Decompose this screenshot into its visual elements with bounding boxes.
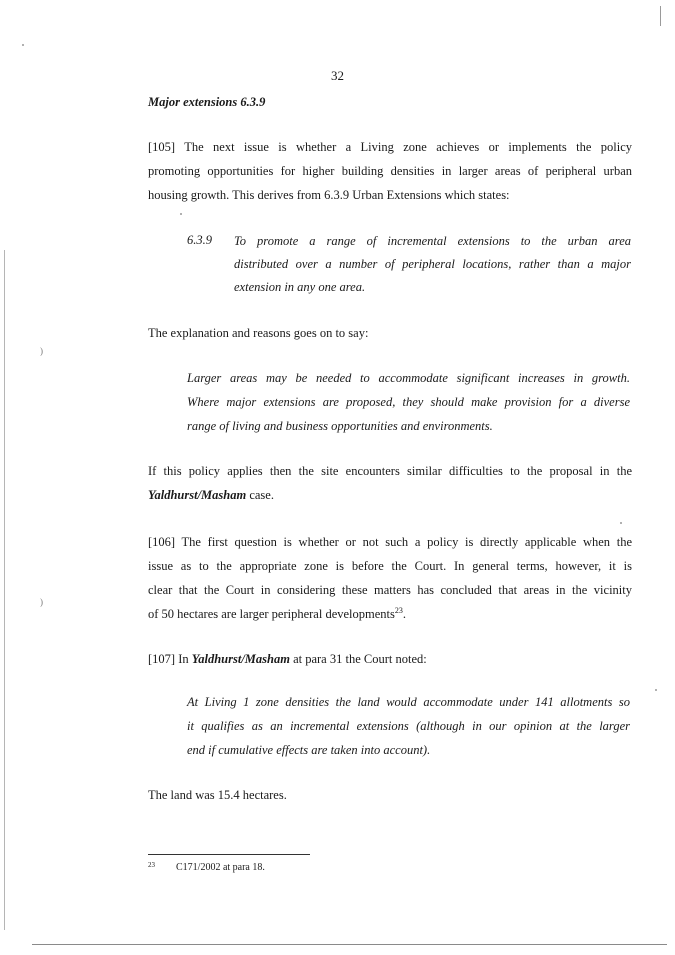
footnote-mark: 23 [148, 861, 155, 869]
quote-line: At Living 1 zone densities the land would accommodate under 141 allotments so [187, 695, 630, 709]
paragraph-line [148, 602, 632, 626]
footnote-reference[interactable]: 23 [394, 605, 403, 615]
paragraph-line: The land was 15.4 hectares. [148, 788, 287, 802]
quote-line: distributed over a number of peripheral locations, rather than a major [234, 257, 631, 271]
quote-line: end if cumulative effects are taken into account). [187, 743, 431, 757]
paragraph-line: promoting opportunities for higher building densities in larger areas of peripheral urban [148, 164, 632, 178]
paragraph-line: [106] The first question is whether or not such a policy is directly applicable when the [148, 535, 632, 549]
explanation-quote [187, 366, 630, 438]
paragraph-line: clear that the Court in considering these matters has concluded that areas in the vicinity [148, 583, 632, 597]
quote-line: Where major extensions are proposed, they should make provision for a diverse [187, 395, 630, 409]
explanation-intro [148, 321, 632, 345]
case-name: Yaldhurst/Masham [148, 488, 247, 502]
paragraph-105 [148, 135, 632, 207]
paragraph-line: issue as to the appropriate zone is before the Court. In general terms, however, it is [148, 559, 632, 573]
court-quote [187, 690, 630, 762]
scan-speck [22, 44, 24, 46]
paragraph-line: If this policy applies then the site encounters similar difficulties to the proposal in the [148, 464, 632, 478]
paragraph-line [148, 647, 632, 671]
scan-speck [655, 689, 657, 691]
paragraph-line: The explanation and reasons goes on to say: [148, 326, 369, 340]
land-note [148, 783, 632, 807]
policy-applies-paragraph [148, 459, 632, 507]
case-name: Yaldhurst/Masham [191, 652, 290, 666]
policy-quote [234, 230, 631, 299]
scan-left-edge [4, 250, 5, 930]
paragraph-107 [148, 647, 632, 671]
quote-line: extension in any one area. [234, 280, 366, 294]
quote-line: Larger areas may be needed to accommodate significant increases in growth. [187, 371, 630, 385]
paragraph-line: housing growth. This derives from 6.3.9 Urban Extensions which states: [148, 188, 510, 202]
margin-mark: ) [40, 346, 43, 356]
section-heading: Major extensions 6.3.9 [148, 95, 266, 109]
policy-number: 6.3.9 [187, 233, 212, 247]
line-end: . [402, 607, 406, 621]
quote-line: To promote a range of incremental extensions to the urban area [234, 234, 631, 248]
page-number: 32 [331, 68, 344, 83]
scan-speck [180, 213, 182, 215]
para-suffix: at para 31 the Court noted: [289, 652, 427, 666]
page-bottom-edge [32, 944, 667, 945]
scan-speck [620, 522, 622, 524]
para-prefix: [107] In [148, 652, 192, 666]
quote-line: range of living and business opportunities and environments. [187, 419, 493, 433]
paragraph-line: [105] The next issue is whether a Living zone achieves or implements the policy [148, 140, 632, 154]
paragraph-line [148, 483, 632, 507]
paragraph-106 [148, 530, 632, 626]
footnote-divider [148, 854, 310, 855]
quote-line: it qualifies as an incremental extensions (although in our opinion at the larger [187, 719, 630, 733]
scan-edge-mark [660, 6, 661, 26]
case-suffix: case. [246, 488, 274, 502]
margin-mark: ) [40, 597, 43, 607]
footnote-text: C171/2002 at para 18. [176, 862, 265, 873]
line-text: of 50 hectares are larger peripheral developments [148, 607, 395, 621]
